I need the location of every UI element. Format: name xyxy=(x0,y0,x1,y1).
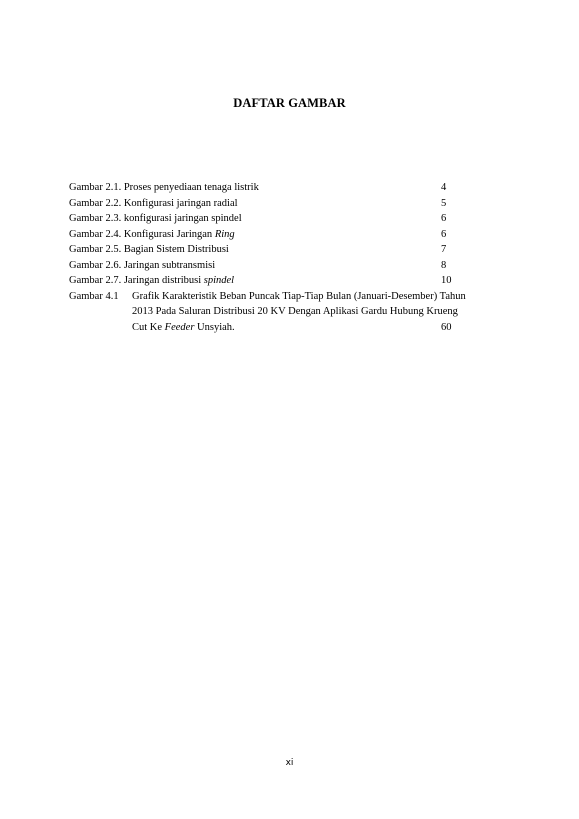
entry-label xyxy=(69,242,229,258)
entry-page-number: 8 xyxy=(441,259,447,271)
page-number: xi xyxy=(285,758,294,768)
list-item xyxy=(69,289,519,336)
list-item xyxy=(69,242,519,258)
entry-page-number: 10 xyxy=(441,275,452,286)
list-item xyxy=(69,258,519,274)
entry-prefix: Gambar 4.1 xyxy=(69,290,119,302)
entry-prefix: Gambar 2.7. xyxy=(69,275,122,286)
page-title: DAFTAR GAMBAR xyxy=(233,96,346,110)
entry-prefix: Gambar 2.1. xyxy=(69,182,122,193)
entry-text: Jaringan subtransmisi xyxy=(123,259,216,271)
list-item xyxy=(69,196,519,212)
entry-page-number: 5 xyxy=(441,197,447,209)
entry-page-number: 60 xyxy=(441,321,452,333)
list-item xyxy=(69,227,519,243)
entry-text: Cut Ke xyxy=(132,321,165,333)
entry-prefix: Gambar 2.5. xyxy=(69,244,122,255)
entry-text-line-3 xyxy=(132,320,235,336)
entry-text: Konfigurasi jaringan radial xyxy=(123,197,238,209)
entry-page-number: 4 xyxy=(441,182,447,193)
entry-italic: spindel xyxy=(203,275,235,286)
entry-page-number: 7 xyxy=(441,244,447,255)
entry-text-line-1: Grafik Karakteristik Beban Puncak Tiap-Tiap Bulan (Januari-Desember) Tahun xyxy=(132,290,466,302)
figure-list xyxy=(69,180,519,335)
entry-text: Jaringan distribusi xyxy=(123,275,204,286)
entry-text: Unsyiah. xyxy=(194,321,235,333)
entry-label xyxy=(69,180,259,196)
entry-text: konfigurasi jaringan spindel xyxy=(123,213,242,224)
entry-text-line-2: 2013 Pada Saluran Distribusi 20 KV Dengan Aplikasi Gardu Hubung Krueng xyxy=(132,306,458,317)
list-item xyxy=(69,211,519,227)
list-item xyxy=(69,180,519,196)
list-item xyxy=(69,273,519,289)
entry-text: Proses penyediaan tenaga listrik xyxy=(123,182,259,193)
entry-label xyxy=(69,211,242,227)
entry-text: Bagian Sistem Distribusi xyxy=(123,244,229,255)
entry-prefix: Gambar 2.6. xyxy=(69,259,122,271)
entry-label xyxy=(69,273,234,289)
entry-page-number: 6 xyxy=(441,228,447,240)
entry-italic: Feeder xyxy=(164,321,195,333)
entry-text: Konfigurasi Jaringan xyxy=(123,228,215,240)
entry-label xyxy=(69,258,215,274)
entry-prefix: Gambar 2.3. xyxy=(69,213,122,224)
entry-italic: Ring xyxy=(214,228,235,240)
entry-prefix: Gambar 2.4. xyxy=(69,228,122,240)
entry-page-number: 6 xyxy=(441,213,447,224)
entry-label xyxy=(69,196,238,212)
entry-prefix: Gambar 2.2. xyxy=(69,197,122,209)
entry-label xyxy=(69,227,235,243)
